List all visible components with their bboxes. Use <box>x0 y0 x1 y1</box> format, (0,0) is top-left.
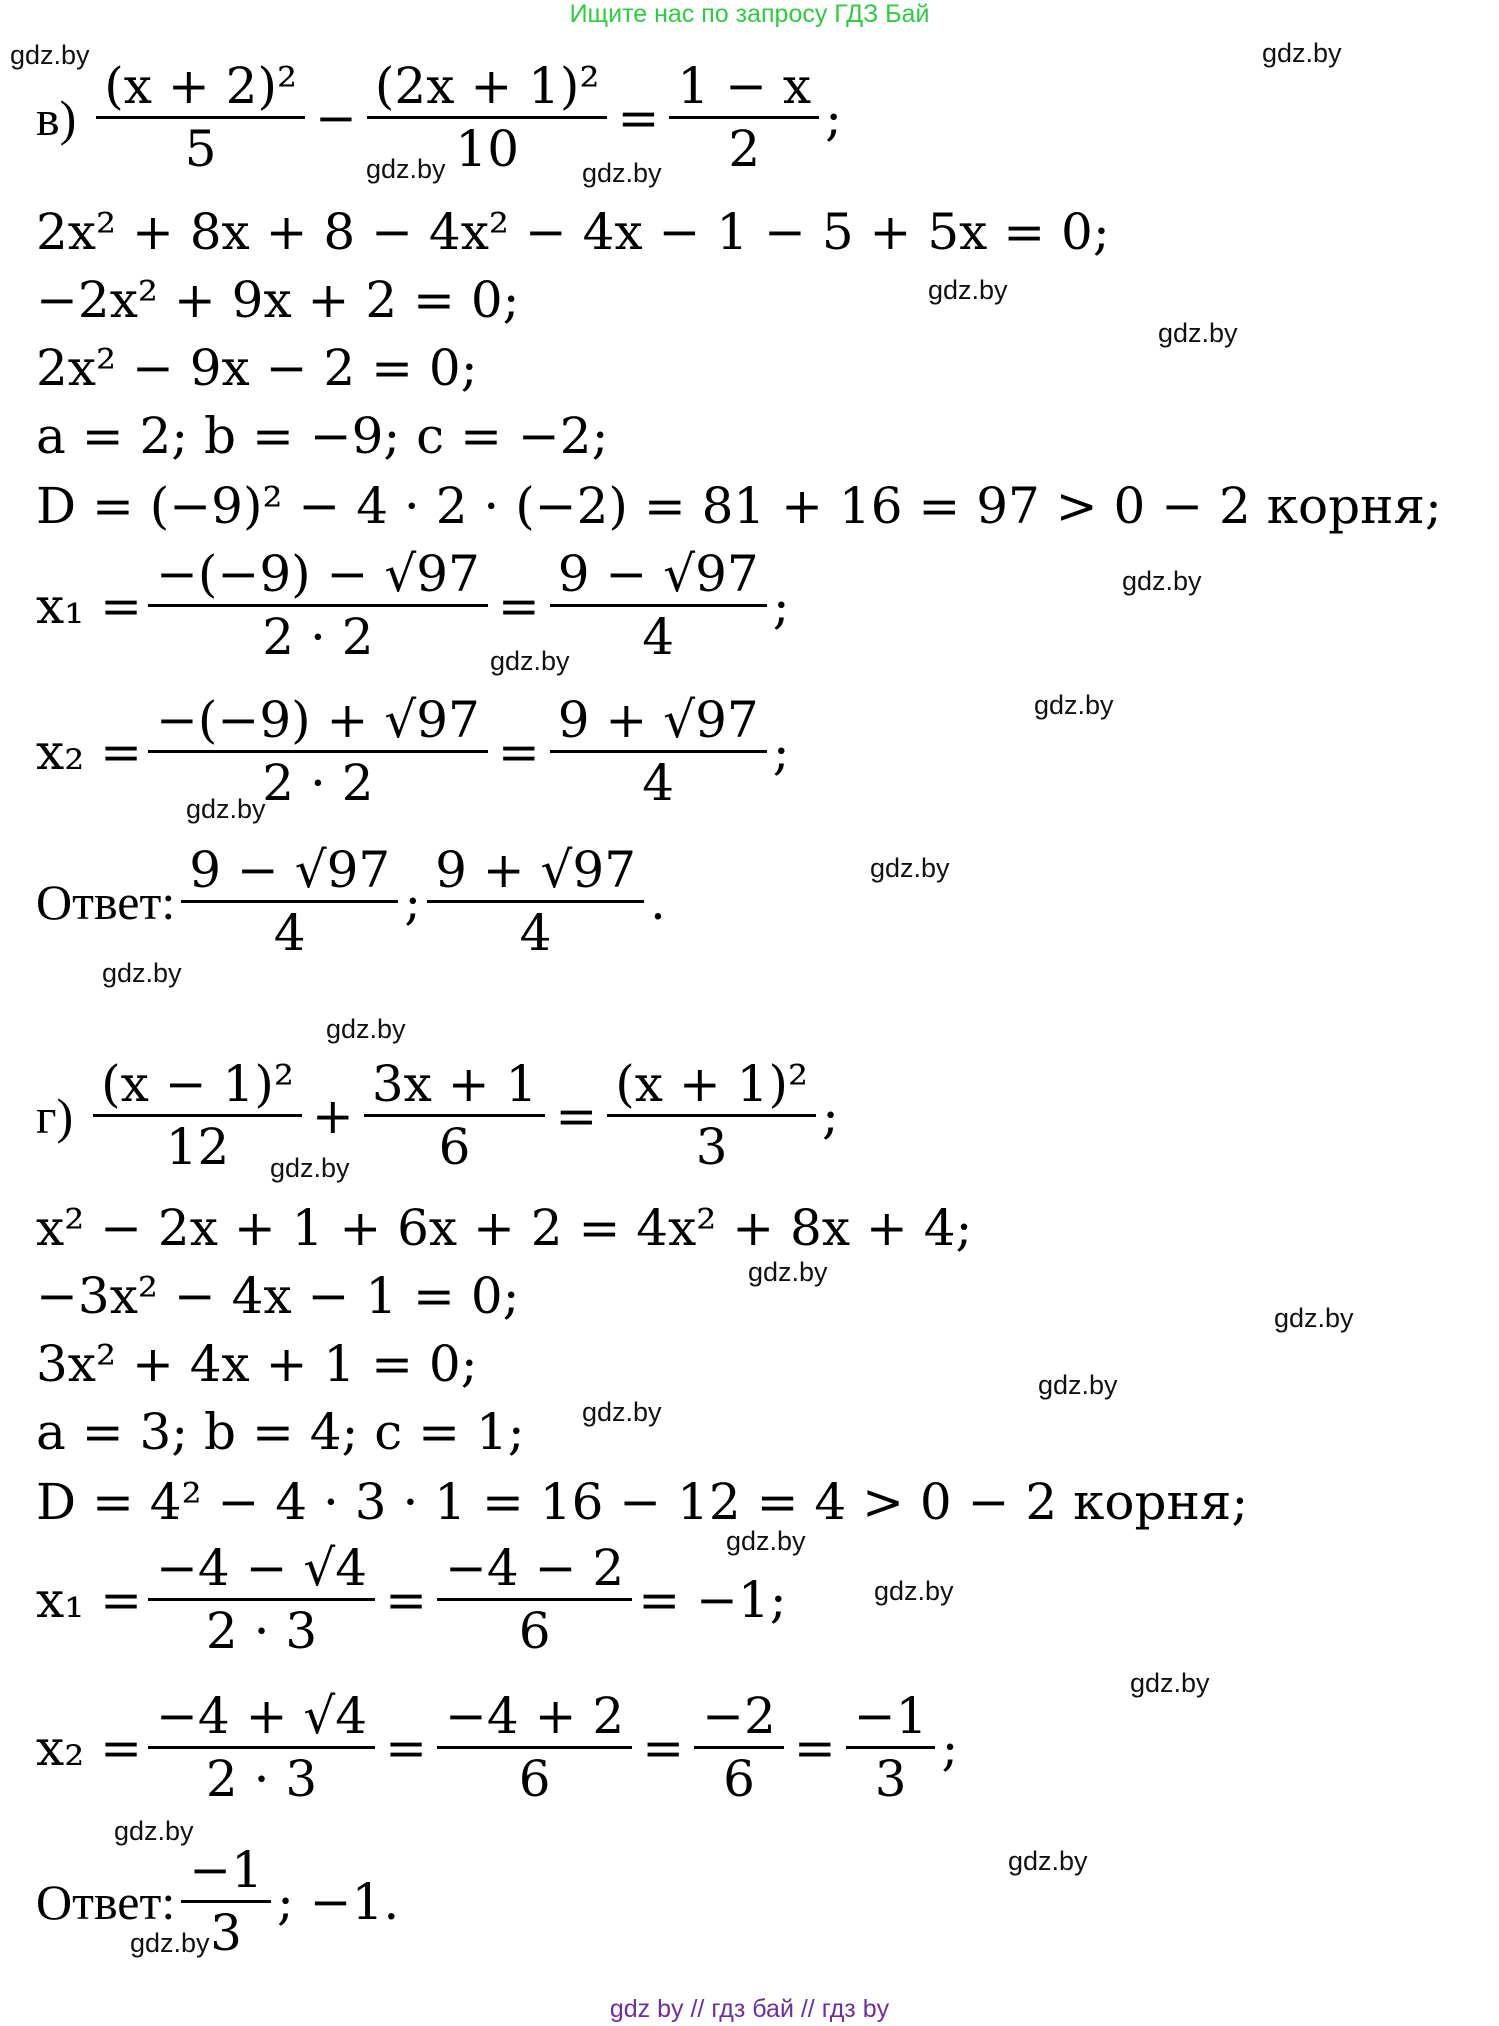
watermark: gdz.by <box>726 1526 806 1556</box>
equation-v: в) $\frac{\text{(x + 2)²}}{5}$ − $\frac{\text{(2x + 1)²}}{10}$ = $\frac{1 - x}{2}$ ; <box>36 57 842 178</box>
step-line: 2x² + 8x + 8 − 4x² − 4x − 1 − 5 + 5x = 0; <box>36 203 1110 261</box>
fraction: $\frac{-4 - 2}{6}$ <box>437 1540 632 1659</box>
fraction: $\frac{-1}{3}$ <box>846 1688 936 1807</box>
discriminant: D = (−9)² − 4 · 2 · (−2) = 81 + 16 = 97 > 0 − 2 корня; <box>36 477 1442 535</box>
fraction: $\frac{-(-9) - √97}{2 \cdot 2}$ <box>148 546 488 665</box>
answer-label: Ответ: <box>36 873 176 930</box>
fraction: $\frac{9 - √97}{4}$ <box>181 842 398 961</box>
step-line: x² − 2x + 1 + 6x + 2 = 4x² + 8x + 4; <box>36 1199 973 1257</box>
root-x1: x₁ = $\frac{-(-9) - √97}{2 \cdot 2}$ = $\frac{9 - √97}{4}$ ; <box>36 545 790 666</box>
step-line: −2x² + 9x + 2 = 0; <box>36 271 520 329</box>
watermark: gdz.by <box>270 1153 350 1183</box>
fraction: $\frac{9 + √97}{4}$ <box>427 842 644 961</box>
watermark: gdz.by <box>874 1576 954 1606</box>
part-label: г) <box>36 1087 74 1144</box>
fraction: $\frac{-(-9) + √97}{2 \cdot 2}$ <box>148 692 488 811</box>
watermark: gdz.by <box>102 958 182 988</box>
coefficients: a = 2; b = −9; c = −2; <box>36 407 609 465</box>
fraction: $\frac{-4 - √4}{2 \cdot 3}$ <box>148 1540 375 1659</box>
step-line: 2x² − 9x − 2 = 0; <box>36 339 478 397</box>
fraction: $\frac{9 - √97}{4}$ <box>550 546 767 665</box>
fraction: $\frac{1 - x}{2}$ <box>669 58 819 177</box>
watermark: gdz.by <box>582 158 662 188</box>
step-line: −3x² − 4x − 1 = 0; <box>36 1267 520 1325</box>
watermark: gdz.by <box>130 1928 210 1958</box>
fraction: $\frac{9 + √97}{4}$ <box>550 692 767 811</box>
part-label: в) <box>36 89 77 146</box>
answer-label: Ответ: <box>36 1873 176 1930</box>
watermark: gdz.by <box>1130 1668 1210 1698</box>
watermark: gdz.by <box>1122 566 1202 596</box>
root-x2: x₂ = $\frac{-4 + √4}{2 \cdot 3}$ = $\frac{-4 + 2}{6}$ = $\frac{-2}{6}$ = $\frac{-1}{3}$ ; <box>36 1687 959 1808</box>
fraction: $\frac{-4 + 2}{6}$ <box>437 1688 632 1807</box>
watermark: gdz.by <box>490 646 570 676</box>
fraction: $\frac{\text{(x + 2)²}}{5}$ <box>96 58 305 177</box>
watermark: gdz.by <box>366 154 446 184</box>
fraction: $\frac{\text{(2x + 1)²}}{10}$ <box>367 58 608 177</box>
watermark: gdz.by <box>1262 38 1342 68</box>
fraction: $\frac{-2}{6}$ <box>694 1688 784 1807</box>
root-x1: x₁ = $\frac{-4 - √4}{2 \cdot 3}$ = $\frac{-4 - 2}{6}$ = −1; <box>36 1539 787 1660</box>
watermark: gdz.by <box>582 1397 662 1427</box>
watermark: gdz.by <box>1008 1846 1088 1876</box>
discriminant: D = 4² − 4 · 3 · 1 = 16 − 12 = 4 > 0 − 2 корня; <box>36 1473 1249 1531</box>
watermark: gdz.by <box>748 1257 828 1287</box>
fraction: $\frac{-4 + √4}{2 \cdot 3}$ <box>148 1688 375 1807</box>
watermark: gdz.by <box>870 853 950 883</box>
fraction: $\frac{\text{(x − 1)²}}{12}$ <box>93 1056 302 1175</box>
watermark: gdz.by <box>1034 690 1114 720</box>
root-x2: x₂ = $\frac{-(-9) + √97}{2 \cdot 2}$ = $\frac{9 + √97}{4}$ ; <box>36 691 790 812</box>
watermark: gdz.by <box>186 794 266 824</box>
fraction: $\frac{3x + 1}{6}$ <box>364 1056 546 1175</box>
watermark: gdz.by <box>10 40 90 70</box>
watermark: gdz.by <box>928 275 1008 305</box>
answer-v: Ответ: $\frac{9 - √97}{4}$ ; $\frac{9 + √97}{4}$ . <box>36 841 666 962</box>
watermark: gdz.by <box>114 1816 194 1846</box>
watermark: gdz.by <box>326 1014 406 1044</box>
watermark: gdz.by <box>1038 1370 1118 1400</box>
coefficients: a = 3; b = 4; c = 1; <box>36 1403 525 1461</box>
answer-g: Ответ: $\frac{-1}{3}$ ; −1. <box>36 1841 400 1962</box>
watermark: gdz.by <box>1158 318 1238 348</box>
fraction: $\frac{\text{(x + 1)²}}{3}$ <box>607 1056 816 1175</box>
watermark: gdz.by <box>1274 1303 1354 1333</box>
fraction: $\frac{-1}{3}$ <box>181 1842 271 1961</box>
step-line: 3x² + 4x + 1 = 0; <box>36 1335 478 1393</box>
search-banner: Ищите нас по запросу ГДЗ Бай <box>569 0 930 28</box>
footer-links: gdz by // гдз бай // гдз by <box>609 1995 890 2023</box>
equation-g: г) $\frac{\text{(x − 1)²}}{12}$ + $\frac{3x + 1}{6}$ = $\frac{\text{(x + 1)²}}{3}$ ; <box>36 1055 839 1176</box>
